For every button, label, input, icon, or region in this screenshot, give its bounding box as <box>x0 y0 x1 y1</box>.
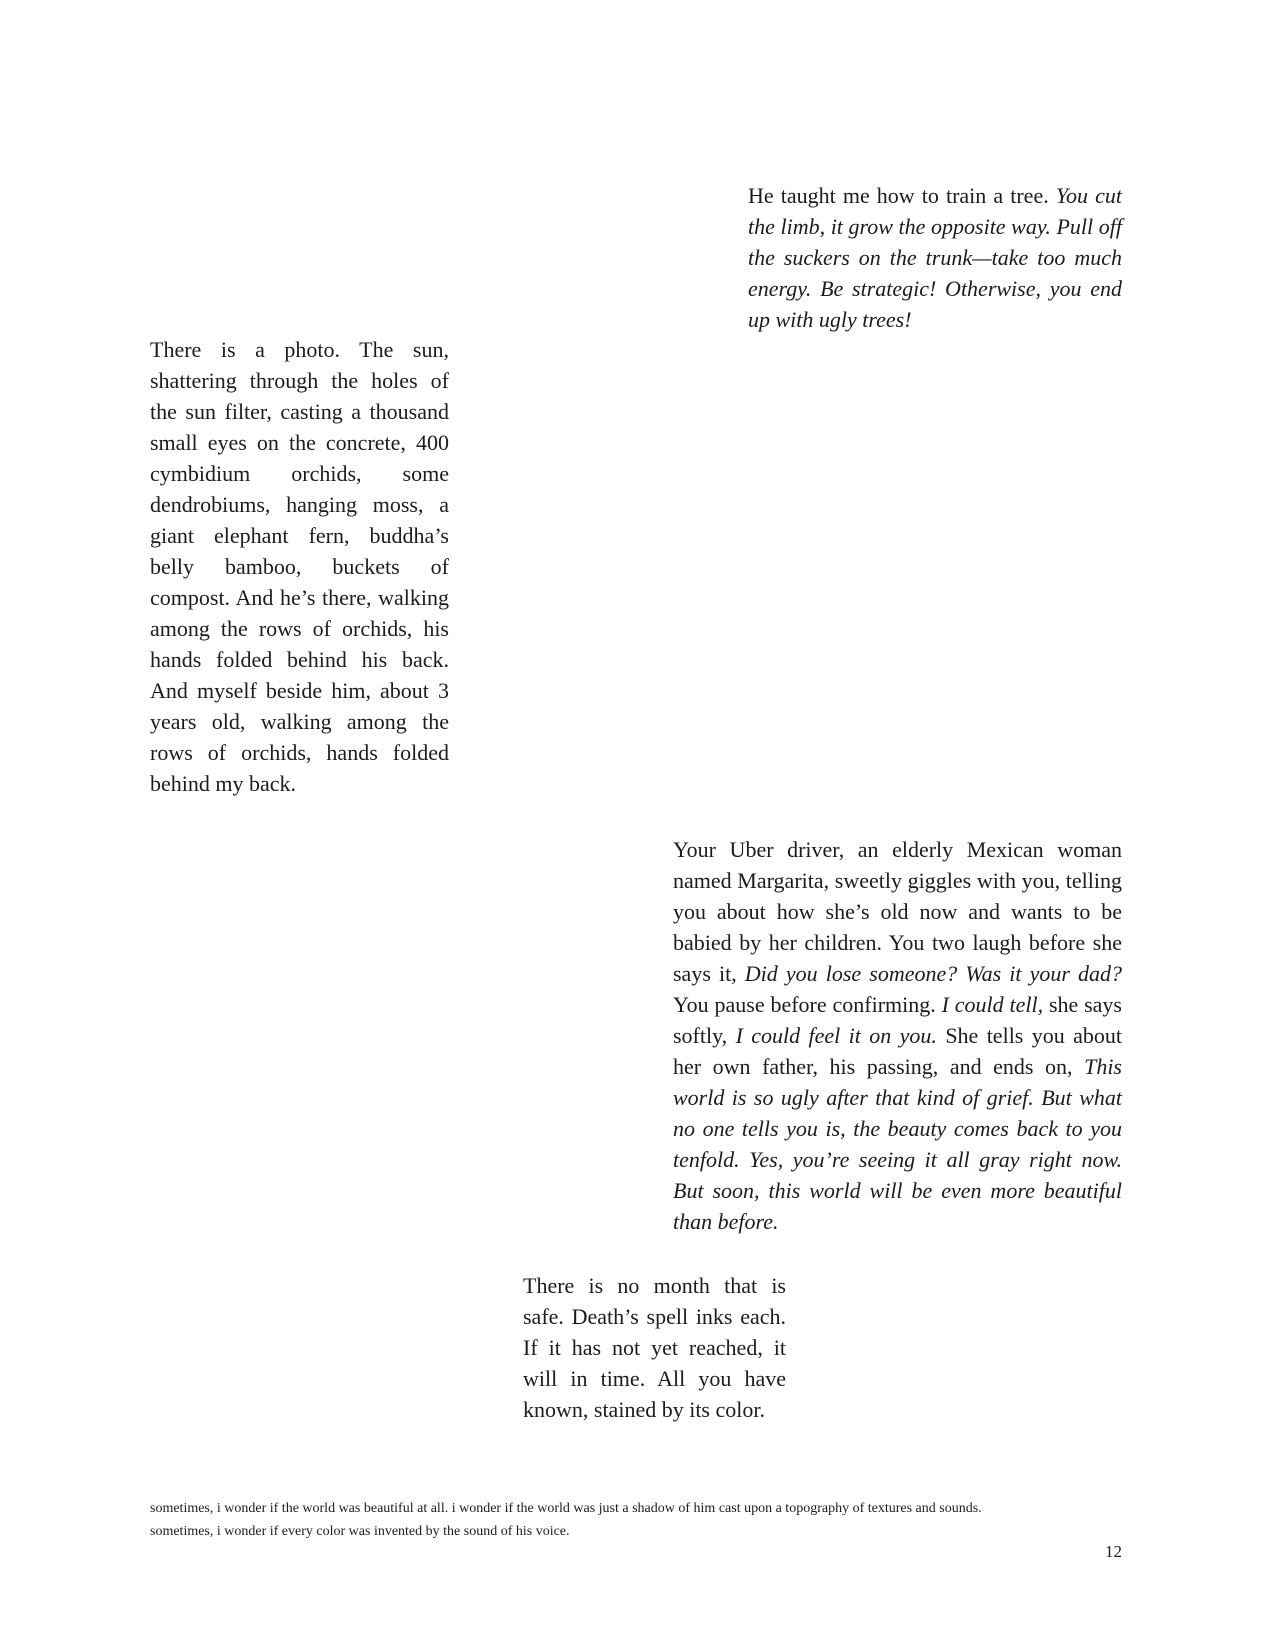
uber-text-plain-2: You pause before confirming. <box>673 992 942 1017</box>
uber-text-italic-1: Did you lose someone? Was it your dad? <box>744 961 1122 986</box>
tree-text-italic-quote: You cut the limb, it grow the opposite way. Pull off the suckers on the trunk—take too much energy. Be strategic! Otherwise, you end up with ugly trees! <box>748 183 1122 332</box>
uber-text-plain-3: she says softly, <box>673 992 1122 1048</box>
tree-text-plain: He taught me how to train a tree. <box>748 183 1056 208</box>
paragraph-train-a-tree <box>748 180 1122 335</box>
footnote-line-2: sometimes, i wonder if every color was invented by the sound of his voice. <box>150 1524 570 1539</box>
uber-text-plain-1: Your Uber driver, an elderly Mexican woman named Margarita, sweetly giggles with you, telling you about how she’s old now and wants to be babied by her children. You two laugh before she says it, <box>673 837 1122 986</box>
uber-text-italic-3: I could feel it on you. <box>735 1023 937 1048</box>
photo-text: There is a photo. The sun, shattering through the holes of the sun filter, casting a thousand small eyes on the concrete, 400 cymbidium orchids, some dendrobiums, hanging moss, a giant elephant fern, buddha’s belly bamboo, buckets of compost. And he’s there, walking among the rows of orchids, his hands folded behind his back. And myself beside him, about 3 years old, walking among the rows of orchids, hands folded behind my back. <box>150 337 449 796</box>
uber-text-italic-2: I could tell, <box>941 992 1044 1017</box>
uber-text-italic-4: This world is so ugly after that kind of grief. But what no one tells you is, the beauty comes back to you tenfold. Yes, you’re seeing it all gray right now. But soon, this world will be even more beautiful than before. <box>673 1054 1122 1234</box>
page-number: 12 <box>1105 1542 1122 1561</box>
footnote <box>150 1497 1130 1543</box>
footnote-line-1: sometimes, i wonder if the world was beautiful at all. i wonder if the world was just a shadow of him cast upon a topography of textures and sounds. <box>150 1501 982 1516</box>
paragraph-uber-driver <box>673 834 1122 1237</box>
paragraph-no-month-safe <box>523 1270 786 1425</box>
paragraph-photo-orchids <box>150 334 449 799</box>
month-text: There is no month that is safe. Death’s spell inks each. If it has not yet reached, it will in time. All you have known, stained by its color. <box>523 1273 786 1422</box>
uber-text-plain-4: She tells you about her own father, his passing, and ends on, <box>673 1023 1123 1079</box>
